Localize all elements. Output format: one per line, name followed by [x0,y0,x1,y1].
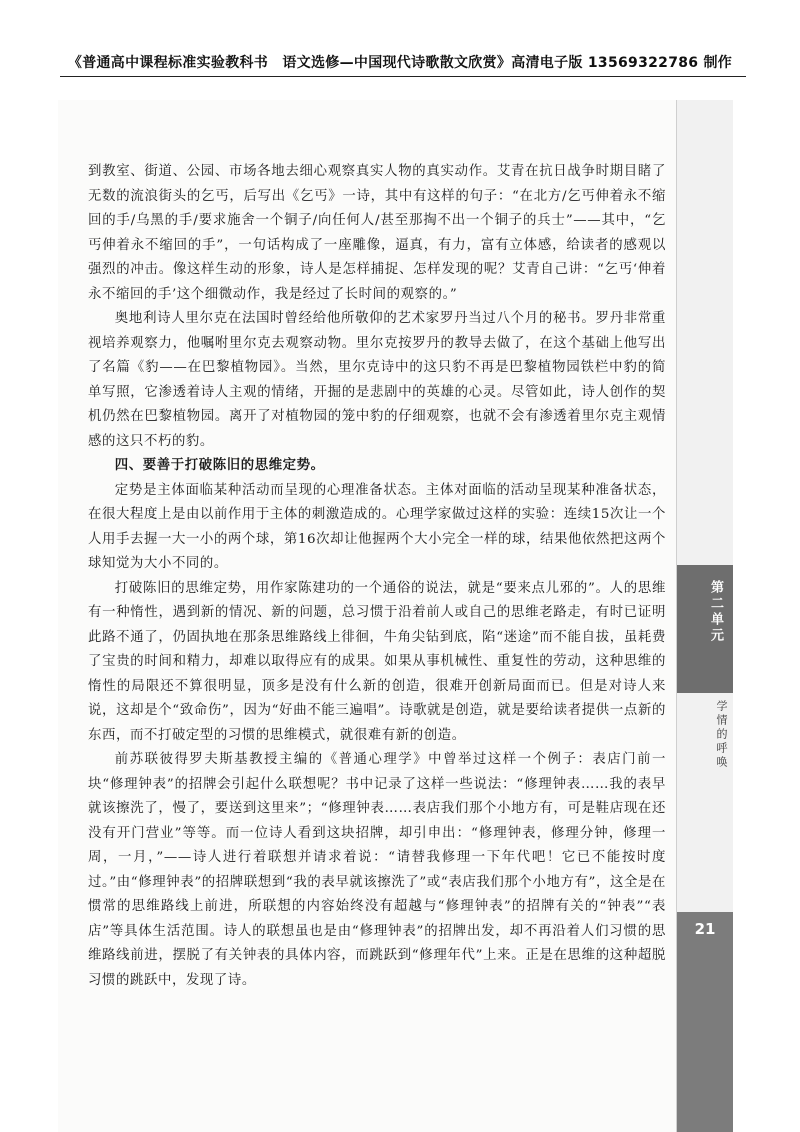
paragraph: 打破陈旧的思维定势，用作家陈建功的一个通俗的说法，就是“要来点儿邪的”。人的思维有一种惰性，遇到新的情况、新的问题，总习惯于沿着前人或自己的思维老路走，有时已证明此路不通了，仍固执地在那条思维路线上徘徊，牛角尖钻到底，陷“迷途”而不能自拔，虽耗费了宝贵的时间和精力，却难以取得应有的成果。如果从事机械性、重复性的劳动，这种思维的惰性的局限还不算很明显，顶多是没有什么新的创造，很难开创新局面而已。但是对诗人来说，这却是个“致命伤”，因为“好曲不能三遍唱”。诗歌就是创造，就是要给读者提供一点新的东西，而不打破定型的习惯的思维模式，就很难有新的创造。 [88,580,666,743]
section-heading: 四、要善于打破陈旧的思维定势。 [114,458,325,473]
unit-title: 第二单元 [708,580,723,644]
page-header: 《普通高中课程标准实验教科书 语文选修—中国现代诗歌散文欣赏》高清电子版 13569322786 制作 [67,55,733,71]
unit-subtitle: 学情的呼唤 [715,700,728,770]
paragraph: 奥地利诗人里尔克在法国时曾经给他所敬仰的艺术家罗丹当过八个月的秘书。罗丹非常重视培养观察力，他嘱咐里尔克去观察动物。里尔克按罗丹的教导去做了，在这个基础上他写出了名篇《豹——在巴黎植物园》。当然，里尔克诗中的这只豹不再是巴黎植物园铁栏中豹的简单写照，它渗透着诗人主观的情绪，开掘的是悲剧中的英雄的心灵。尽管如此，诗人创作的契机仍然在巴黎植物园。离开了对植物园的笼中豹的仔细观察，也就不会有渗透着里尔克主观情感的这只不朽的豹。 [88,311,666,449]
margin-sidebar [676,100,733,1132]
page-number-tab [677,912,733,1132]
body-text [88,160,666,993]
paragraph: 定势是主体面临某种活动而呈现的心理准备状态。主体对面临的活动呈现某种准备状态，在很大程度上是由以前作用于主体的刺激造成的。心理学家做过这样的实验：连续15次让一个人用手去握一大一小的两个球，第16次却让他握两个大小完全一样的球，结果他依然把这两个球知觉为大小不同的。 [88,482,666,571]
page-number: 21 [694,920,716,938]
paragraph: 到教室、街道、公园、市场各地去细心观察真实人物的真实动作。艾青在抗日战争时期目睹了无数的流浪街头的乞丐，后写出《乞丐》一诗，其中有这样的句子：“在北方/乞丐伸着永不缩回的手/乌黑的手/要求施舍一个铜子/向任何人/甚至那掏不出一个铜子的兵士”——其中，“乞丐伸着永不缩回的手”，一句话构成了一座雕像，逼真，有力，富有立体感，给读者的感观以强烈的冲击。像这样生动的形象，诗人是怎样捕捉、怎样发现的呢？艾青自己讲：“乞丐‘伸着永不缩回的手’这个细微动作，我是经过了长时间的观察的。” [88,164,666,302]
header-divider [60,76,746,77]
paragraph: 前苏联彼得罗夫斯基教授主编的《普通心理学》中曾举过这样一个例子：表店门前一块“修理钟表”的招牌会引起什么联想呢？书中记录了这样一些说法：“修理钟表……我的表早就该擦洗了，慢了，要送到这里来”；“修理钟表……表店我们那个小地方有，可是鞋店现在还没有开门营业”等等。而一位诗人看到这块招牌，却引申出：“修理钟表，修理分钟，修理一周，一月，”——诗人进行着联想并请求着说：“请替我修理一下年代吧！它已不能按时度过。”由“修理钟表”的招牌联想到“我的表早就该擦洗了”或“表店我们那个小地方有”，这全是在惯常的思维路线上前进，所联想的内容始终没有超越与“修理钟表”的招牌有关的“钟表”“表店”等具体生活范围。诗人的联想虽也是由“修理钟表”的招牌出发，却不再沿着人们习惯的思维路线前进，摆脱了有关钟表的具体内容，而跳跃到“修理年代”上来。正是在思维的这种超脱习惯的跳跃中，发现了诗。 [88,752,666,988]
